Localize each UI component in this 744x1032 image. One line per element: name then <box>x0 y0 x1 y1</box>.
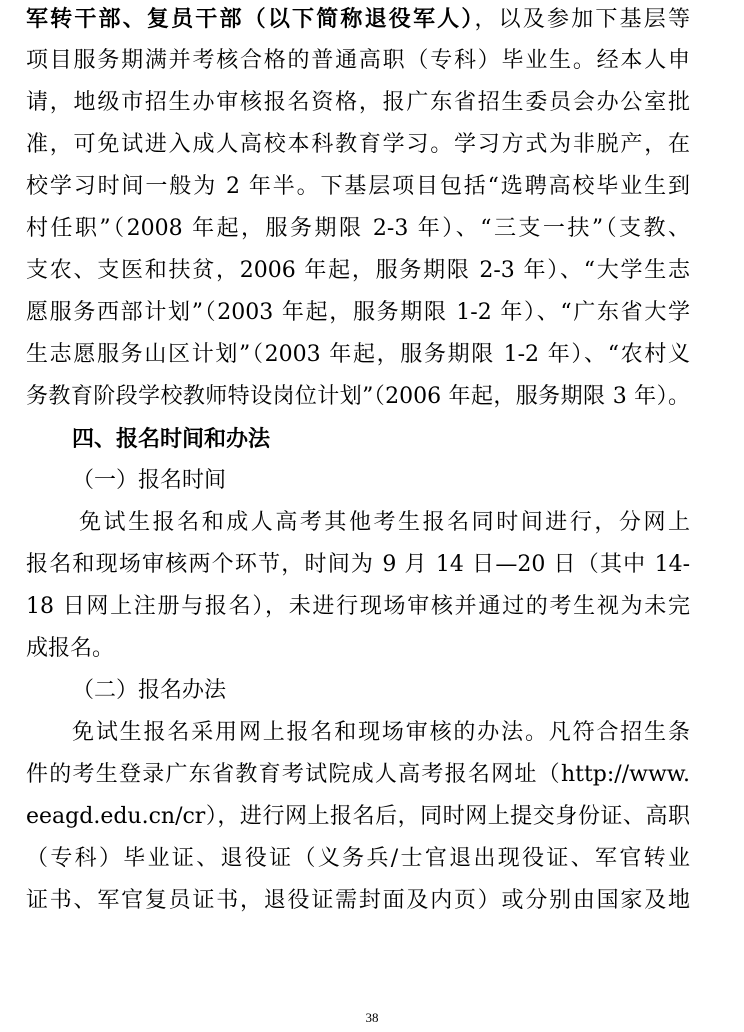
paragraph-line-8: 愿服务西部计划”（2003 年起，服务期限 1-2 年）、“广东省大学 <box>26 300 690 325</box>
registration-method-line-3: eeagd.edu.cn/cr），进行网上报名后，同时网上提交身份证、高职 <box>26 804 690 829</box>
paragraph-line-10: 务教育阶段学校教师特设岗位计划”（2006 年起，服务期限 3 年）。 <box>26 384 690 409</box>
subsection-heading-registration-method: （二）报名办法 <box>72 678 227 703</box>
bold-phrase-retired-military: 军转干部、复员干部（以下简称退役军人） <box>26 6 475 32</box>
page-number: 38 <box>365 1010 379 1025</box>
registration-method-line-4: （专科）毕业证、退役证（义务兵/士官退出现役证、军官转业 <box>26 846 690 871</box>
paragraph-line-6: 村任职”（2008 年起，服务期限 2-3 年）、“三支一扶”（支教、 <box>26 216 690 241</box>
paragraph-line-4: 准，可免试进入成人高校本科教育学习。学习方式为非脱产，在 <box>26 132 690 157</box>
section-heading-4: 四、报名时间和办法 <box>72 426 271 452</box>
registration-time-line-3: 18 日网上注册与报名），未进行现场审核并通过的考生视为未完 <box>26 594 690 619</box>
paragraph-line-1 <box>26 4 690 34</box>
subsection-heading-registration-time: （一）报名时间 <box>72 468 227 493</box>
registration-time-line-2: 报名和现场审核两个环节，时间为 9 月 14 日—20 日（其中 14- <box>26 552 690 577</box>
paragraph-line-9: 生志愿服务山区计划”（2003 年起，服务期限 1-2 年）、“农村义 <box>26 342 690 367</box>
paragraph-line-5: 校学习时间一般为 2 年半。下基层项目包括“选聘高校毕业生到 <box>26 174 690 199</box>
paragraph-line-3: 请，地级市招生办审核报名资格，报广东省招生委员会办公室批 <box>26 90 690 115</box>
registration-method-line-5: 证书、军官复员证书，退役证需封面及内页）或分别由国家及地 <box>26 888 690 913</box>
registration-time-line-4: 成报名。 <box>26 636 115 661</box>
registration-method-line-2: 件的考生登录广东省教育考试院成人高考报名网址（http://www. <box>26 762 690 787</box>
line-1-continuation: ，以及参加下基层等 <box>474 7 690 32</box>
paragraph-line-2: 项目服务期满并考核合格的普通高职（专科）毕业生。经本人申 <box>26 48 690 73</box>
registration-time-line-1: 免试生报名和成人高考其他考生报名同时间进行，分网上 <box>79 510 690 535</box>
registration-method-line-1: 免试生报名采用网上报名和现场审核的办法。凡符合招生条 <box>72 720 690 745</box>
paragraph-line-7: 支农、支医和扶贫，2006 年起，服务期限 2-3 年）、“大学生志 <box>26 258 690 283</box>
